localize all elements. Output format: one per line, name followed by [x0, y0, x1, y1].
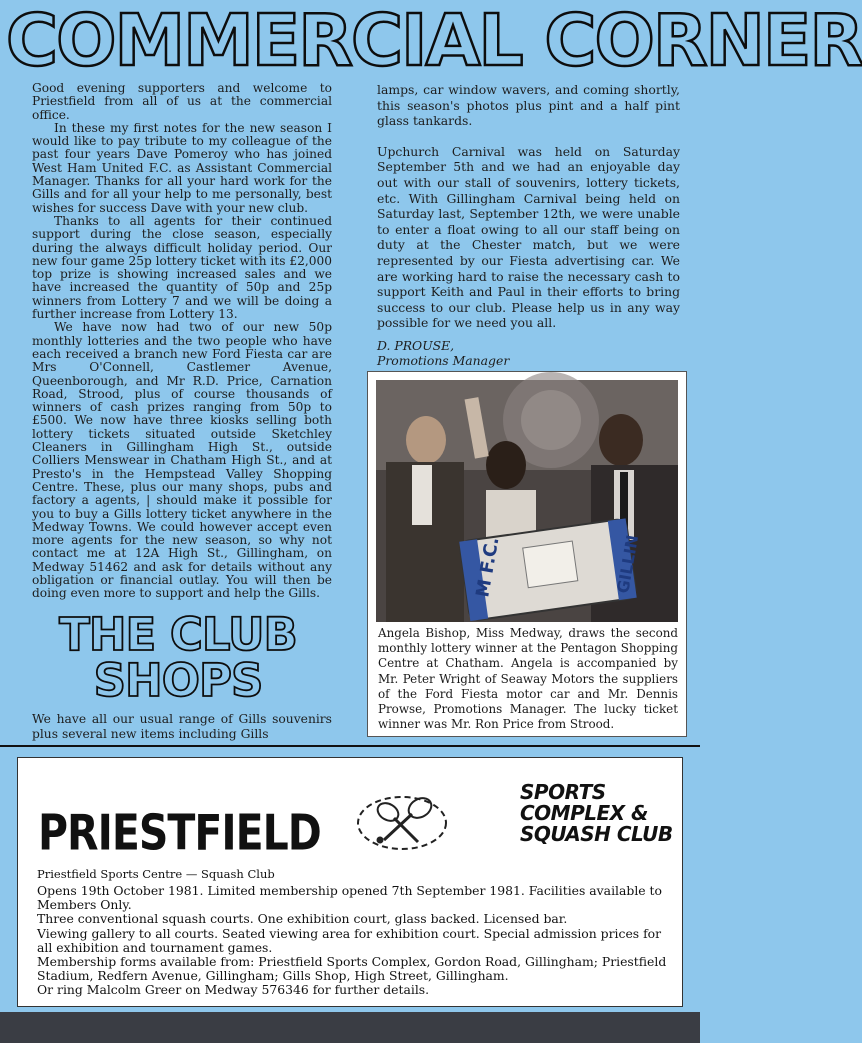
priestfield-advert — [17, 757, 683, 1007]
advert-line: Opens 19th October 1981. Limited membership opened 7th September 1981. Facilities available to Members Only. — [37, 883, 662, 913]
advert-heading: Priestfield Sports Centre — Squash Club — [37, 867, 275, 881]
club-shops-text: We have all our usual range of Gills souvenirs plus several new items including Gills — [32, 712, 332, 741]
lottery-draw-photo — [376, 380, 678, 622]
sports-complex-line3: SQUASH CLUB — [520, 822, 673, 846]
article-paragraph: lamps, car window wavers, and coming shortly, this season's photos plus pint and a half pint glass tankards. — [377, 82, 680, 129]
page-title: COMMERCIAL CORNER — [6, 0, 862, 82]
sports-complex-line2: COMPLEX & — [520, 801, 648, 825]
article-paragraph: Thanks to all agents for their continued support during the close season, especially during the always difficult holiday period. Our new four game 25p lottery ticket with its £2,000 top prize is showing increased sales and we have increased the quantity of 50p and 25p winners from Lottery 7 and we will be doing a further increase from Lottery 13. — [32, 213, 332, 322]
club-shops-heading-line1: THE CLUB — [59, 608, 297, 661]
advert-body — [37, 884, 667, 998]
advert-line: Or ring Malcolm Greer on Medway 576346 for further details. — [37, 982, 430, 998]
drum-text: M F.C. — [472, 535, 504, 599]
drum-text-2: GILLIN — [613, 533, 643, 595]
article-paragraph: In these my first notes for the new season I would like to pay tribute to my colleague of the past four years Dave Pomeroy who has joined West Ham United F.C. as Assistant Commercial Manager. Thanks for all your hard work for the Gills and for all your help to me personally, best wishes for success Dave with your new club. — [32, 120, 332, 215]
squash-rackets-icon — [348, 788, 456, 858]
right-column-article — [377, 82, 680, 331]
advert-line: Membership forms available from: Priestfield Sports Complex, Gordon Road, Gillingham; Priestfield Stadium, Redfern Avenue, Gillingham; Gills Shop, High Street, Gillingham. — [37, 954, 667, 984]
priestfield-logo: PRIESTFIELD — [38, 804, 321, 862]
author-name: D. PROUSE, — [377, 338, 455, 353]
sports-complex-line1: SPORTS — [520, 780, 606, 804]
advert-line: Three conventional squash courts. One exhibition court, glass backed. Licensed bar. — [37, 911, 568, 927]
photo-caption: Angela Bishop, Miss Medway, draws the second monthly lottery winner at the Pentagon Shopping Centre at Chatham. Angela is accompanied by Mr. Peter Wright of Seaway Motors the suppliers of the Ford Fiesta motor car and Mr. Dennis Prowse, Promotions Manager. The lucky ticket winner was Mr. Ron Price from Strood. — [378, 626, 678, 732]
photo-frame — [367, 371, 687, 737]
club-shops-heading-line2: SHOPS — [93, 654, 263, 707]
sports-complex-logo — [520, 782, 673, 845]
article-paragraph: Good evening supporters and welcome to Priestfield from all of us at the commercial office. — [32, 81, 332, 122]
page-edge-shadow — [0, 1012, 700, 1043]
left-column-article — [32, 82, 332, 601]
article-paragraph: Upchurch Carnival was held on Saturday September 5th and we had an enjoyable day out with our stall of souvenirs, lottery tickets, etc. With Gillingham Carnival being held on Saturday last, September 12th, we were unable to enter a float owing to all our staff being on duty at the Chester match, but we were represented by our Fiesta advertising car. We are working hard to raise the necessary cash to support Keith and Paul in their efforts to bring success to our club. Please help us in any way possible for we need you all. — [377, 143, 680, 331]
author-title: Promotions Manager — [377, 353, 510, 368]
section-divider — [0, 745, 700, 747]
photo-illustration — [376, 380, 678, 622]
article-paragraph: We have now had two of our new 50p monthly lotteries and the two people who have each received a branch new Ford Fiesta car are Mrs O'Connell, Castlemer Avenue, Queenborough, and Mr R.D. Price, Carnation Road, Strood, plus of course thousands of winners of cash prizes ranging from 50p to £500. We now have three kiosks selling both lottery tickets situated outside Sketchley Cleaners in Gillingham High St., outside Colliers Menswear in Chatham High St., and at Presto's in the Hempstead Valley Shopping Centre. These, plus our many shops, pubs and factory a agents, | should make it possible for you to buy a Gills lottery ticket anywhere in the Medway Towns. We could however accept even more agents for the new season, so why not contact me at 12A High St., Gillingham, on Medway 51462 and ask for details without any obligation or financial outlay. You will then be doing even more to support and help the Gills. — [32, 320, 332, 601]
author-signature — [377, 338, 509, 368]
advert-line: Viewing gallery to all courts. Seated viewing area for exhibition court. Special admission prices for all exhibition and tournament games. — [37, 925, 662, 955]
club-shops-heading — [58, 608, 298, 707]
